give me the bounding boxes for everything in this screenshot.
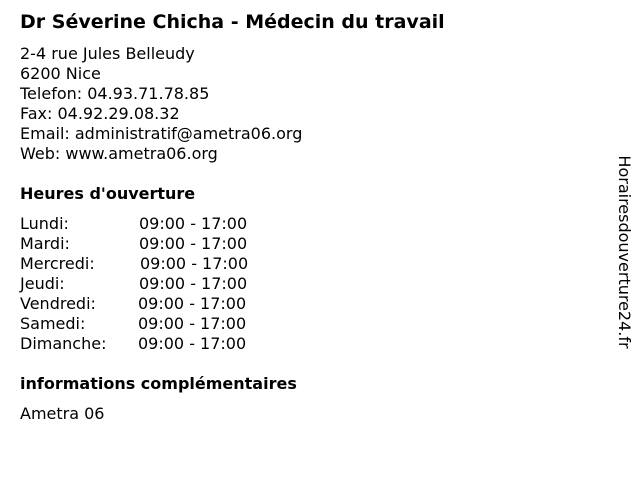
- hours-day: Dimanche:: [20, 334, 107, 353]
- hours-time: 09:00 - 17:00: [139, 214, 248, 233]
- page-title: Dr Séverine Chicha - Médecin du travail: [20, 11, 445, 33]
- hours-time: 09:00 - 17:00: [139, 274, 248, 293]
- address-city: 6200 Nice: [20, 64, 101, 83]
- hours-time: 09:00 - 17:00: [138, 334, 247, 353]
- hours-day: Lundi:: [20, 214, 69, 233]
- hours-time: 09:00 - 17:00: [138, 294, 247, 313]
- address-street: 2-4 rue Jules Belleudy: [20, 44, 195, 63]
- site-watermark: Horairesdouverture24.fr: [615, 155, 634, 349]
- hours-time: 09:00 - 17:00: [139, 234, 248, 253]
- fax-number: Fax: 04.92.29.08.32: [20, 104, 180, 123]
- hours-day: Jeudi:: [20, 274, 65, 293]
- hours-day: Mercredi:: [20, 254, 95, 273]
- hours-day: Vendredi:: [20, 294, 96, 313]
- info-text: Ametra 06: [20, 404, 105, 423]
- hours-time: 09:00 - 17:00: [138, 314, 247, 333]
- hours-day: Samedi:: [20, 314, 86, 333]
- info-heading: informations complémentaires: [20, 374, 297, 393]
- hours-time: 09:00 - 17:00: [140, 254, 249, 273]
- phone-number: Telefon: 04.93.71.78.85: [20, 84, 210, 103]
- email-address: Email: administratif@ametra06.org: [20, 124, 303, 143]
- hours-day: Mardi:: [20, 234, 70, 253]
- contact-block: [20, 44, 302, 164]
- website: Web: www.ametra06.org: [20, 144, 218, 163]
- hours-heading: Heures d'ouverture: [20, 184, 196, 203]
